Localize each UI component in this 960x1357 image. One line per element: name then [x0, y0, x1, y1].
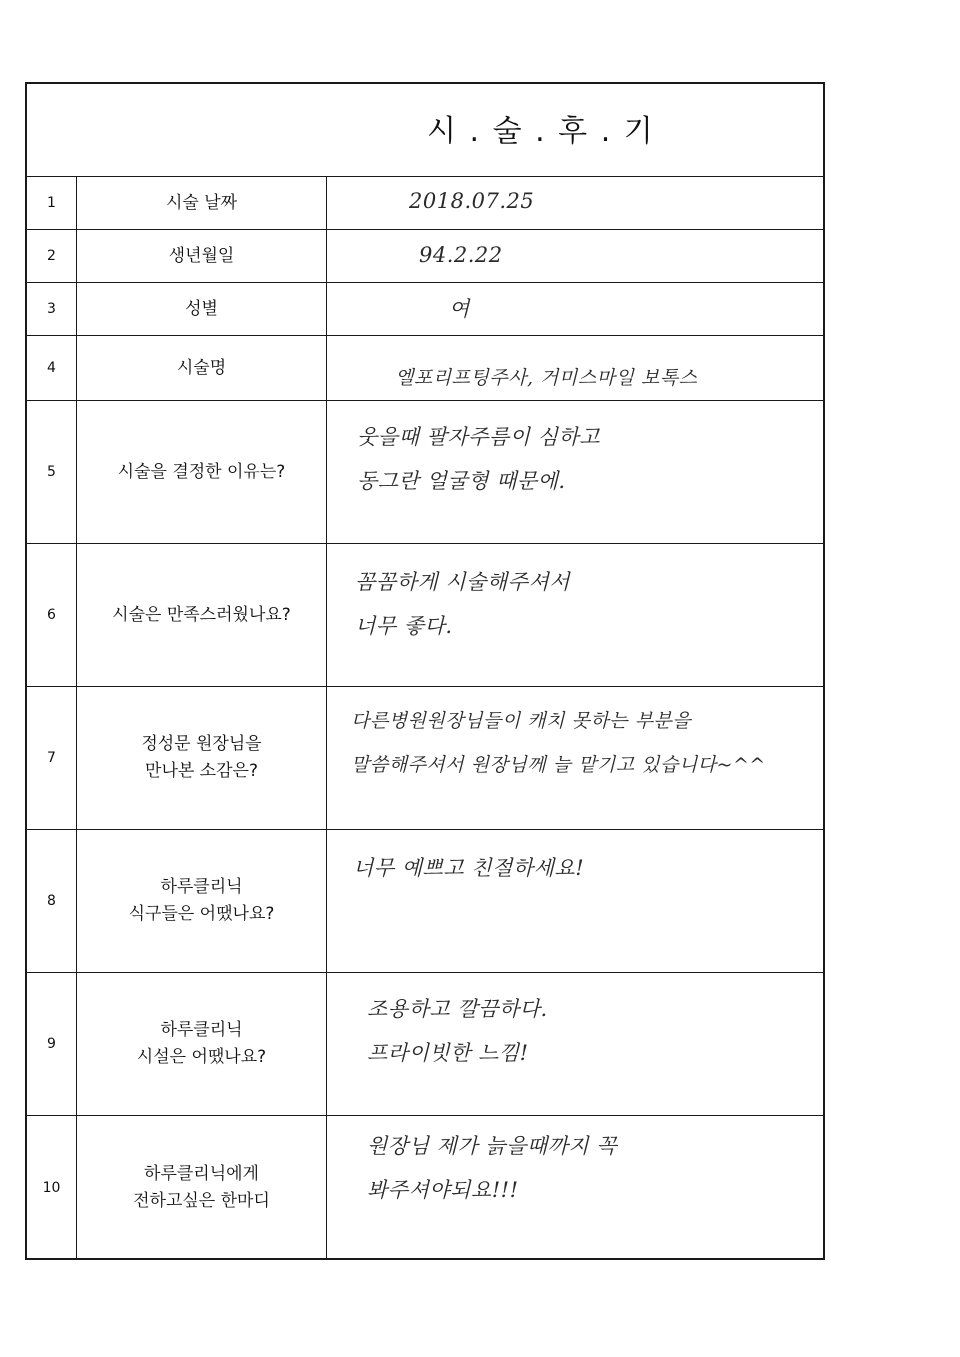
question-text: 전하고싶은 한마디	[133, 1191, 270, 1211]
table-row	[27, 973, 823, 1116]
answer-cell	[327, 1116, 823, 1260]
review-form	[25, 82, 825, 1260]
handwritten-answer	[355, 560, 570, 648]
table-row	[27, 830, 823, 973]
row-number: 3	[27, 283, 77, 335]
question-text: 생년월일	[168, 245, 235, 266]
answer-line: 말씀해주셔서 원장님께 늘 맡기고 있습니다~^^	[351, 754, 766, 776]
question-text: 시술명	[176, 357, 227, 378]
handwritten-answer	[367, 987, 548, 1075]
table-row	[27, 687, 823, 830]
row-number: 1	[27, 177, 77, 229]
question-text: 만나본 소감은?	[145, 761, 258, 781]
answer-line: 너무 예쁘고 친절하세요!	[353, 856, 585, 880]
answer-line: 다른병원원장님들이 캐치 못하는 부분을	[351, 710, 692, 732]
question-text: 식구들은 어땠나요?	[128, 904, 275, 924]
row-number: 2	[27, 230, 77, 282]
table-row	[27, 401, 823, 544]
handwritten-answer	[449, 287, 470, 331]
row-number: 10	[27, 1116, 77, 1260]
form-title: 시 . 술 . 후 . 기	[427, 114, 655, 149]
table-row	[27, 336, 823, 401]
answer-cell	[327, 544, 823, 686]
question-cell	[77, 544, 327, 686]
handwritten-answer	[395, 356, 697, 400]
answer-line: 2018.07.25	[409, 189, 535, 213]
answer-cell	[327, 336, 823, 400]
question-cell	[77, 283, 327, 335]
row-number: 4	[27, 336, 77, 400]
question-cell	[77, 1116, 327, 1260]
answer-line: 봐주셔야되요!!!	[367, 1178, 519, 1202]
question-text: 시설은 어땠나요?	[136, 1047, 267, 1067]
table-row	[27, 1116, 823, 1260]
answer-line: 꼼꼼하게 시술해주셔서	[355, 570, 571, 594]
question-cell	[77, 336, 327, 400]
answer-line: 엘포리프팅주사, 거미스마일 보톡스	[395, 367, 698, 389]
table-row	[27, 283, 823, 336]
question-cell	[77, 830, 327, 972]
answer-cell	[327, 230, 823, 282]
table-row	[27, 177, 823, 230]
answer-line: 여	[449, 297, 470, 321]
table-row	[27, 230, 823, 283]
handwritten-answer	[367, 1124, 617, 1212]
handwritten-answer	[357, 415, 600, 503]
answer-cell	[327, 177, 823, 229]
question-text: 정성문 원장님을	[141, 734, 262, 754]
answer-line: 웃을때 팔자주름이 심하고	[357, 425, 600, 449]
question-text: 하루클리닉	[160, 1020, 243, 1040]
question-text: 시술을 결정한 이유는?	[117, 461, 286, 482]
answer-line: 너무 좋다.	[355, 614, 453, 638]
row-number: 8	[27, 830, 77, 972]
title-row	[27, 84, 823, 177]
answer-line: 원장님 제가 늙을때까지 꼭	[367, 1134, 618, 1158]
question-text: 시술 날짜	[165, 192, 238, 213]
row-number: 6	[27, 544, 77, 686]
answer-cell	[327, 283, 823, 335]
answer-cell	[327, 973, 823, 1115]
question-cell	[77, 687, 327, 829]
question-cell	[77, 401, 327, 543]
answer-line: 조용하고 깔끔하다.	[367, 997, 548, 1021]
handwritten-answer	[353, 846, 584, 890]
answer-cell	[327, 830, 823, 972]
handwritten-answer	[409, 179, 534, 223]
row-number: 7	[27, 687, 77, 829]
question-text: 하루클리닉에게	[144, 1164, 259, 1184]
question-text: 하루클리닉	[160, 877, 243, 897]
answer-line: 94.2.22	[419, 243, 503, 267]
answer-line: 프라이빗한 느낌!	[367, 1041, 529, 1065]
row-number: 5	[27, 401, 77, 543]
answer-cell	[327, 401, 823, 543]
question-text: 시술은 만족스러웠나요?	[112, 604, 291, 625]
question-cell	[77, 973, 327, 1115]
answer-line: 동그란 얼굴형 때문에.	[357, 469, 566, 493]
question-text: 성별	[185, 298, 218, 319]
answer-cell	[327, 687, 823, 829]
table-row	[27, 544, 823, 687]
handwritten-answer	[419, 233, 503, 277]
question-cell	[77, 177, 327, 229]
question-cell	[77, 230, 327, 282]
row-number: 9	[27, 973, 77, 1115]
handwritten-answer	[351, 699, 766, 787]
